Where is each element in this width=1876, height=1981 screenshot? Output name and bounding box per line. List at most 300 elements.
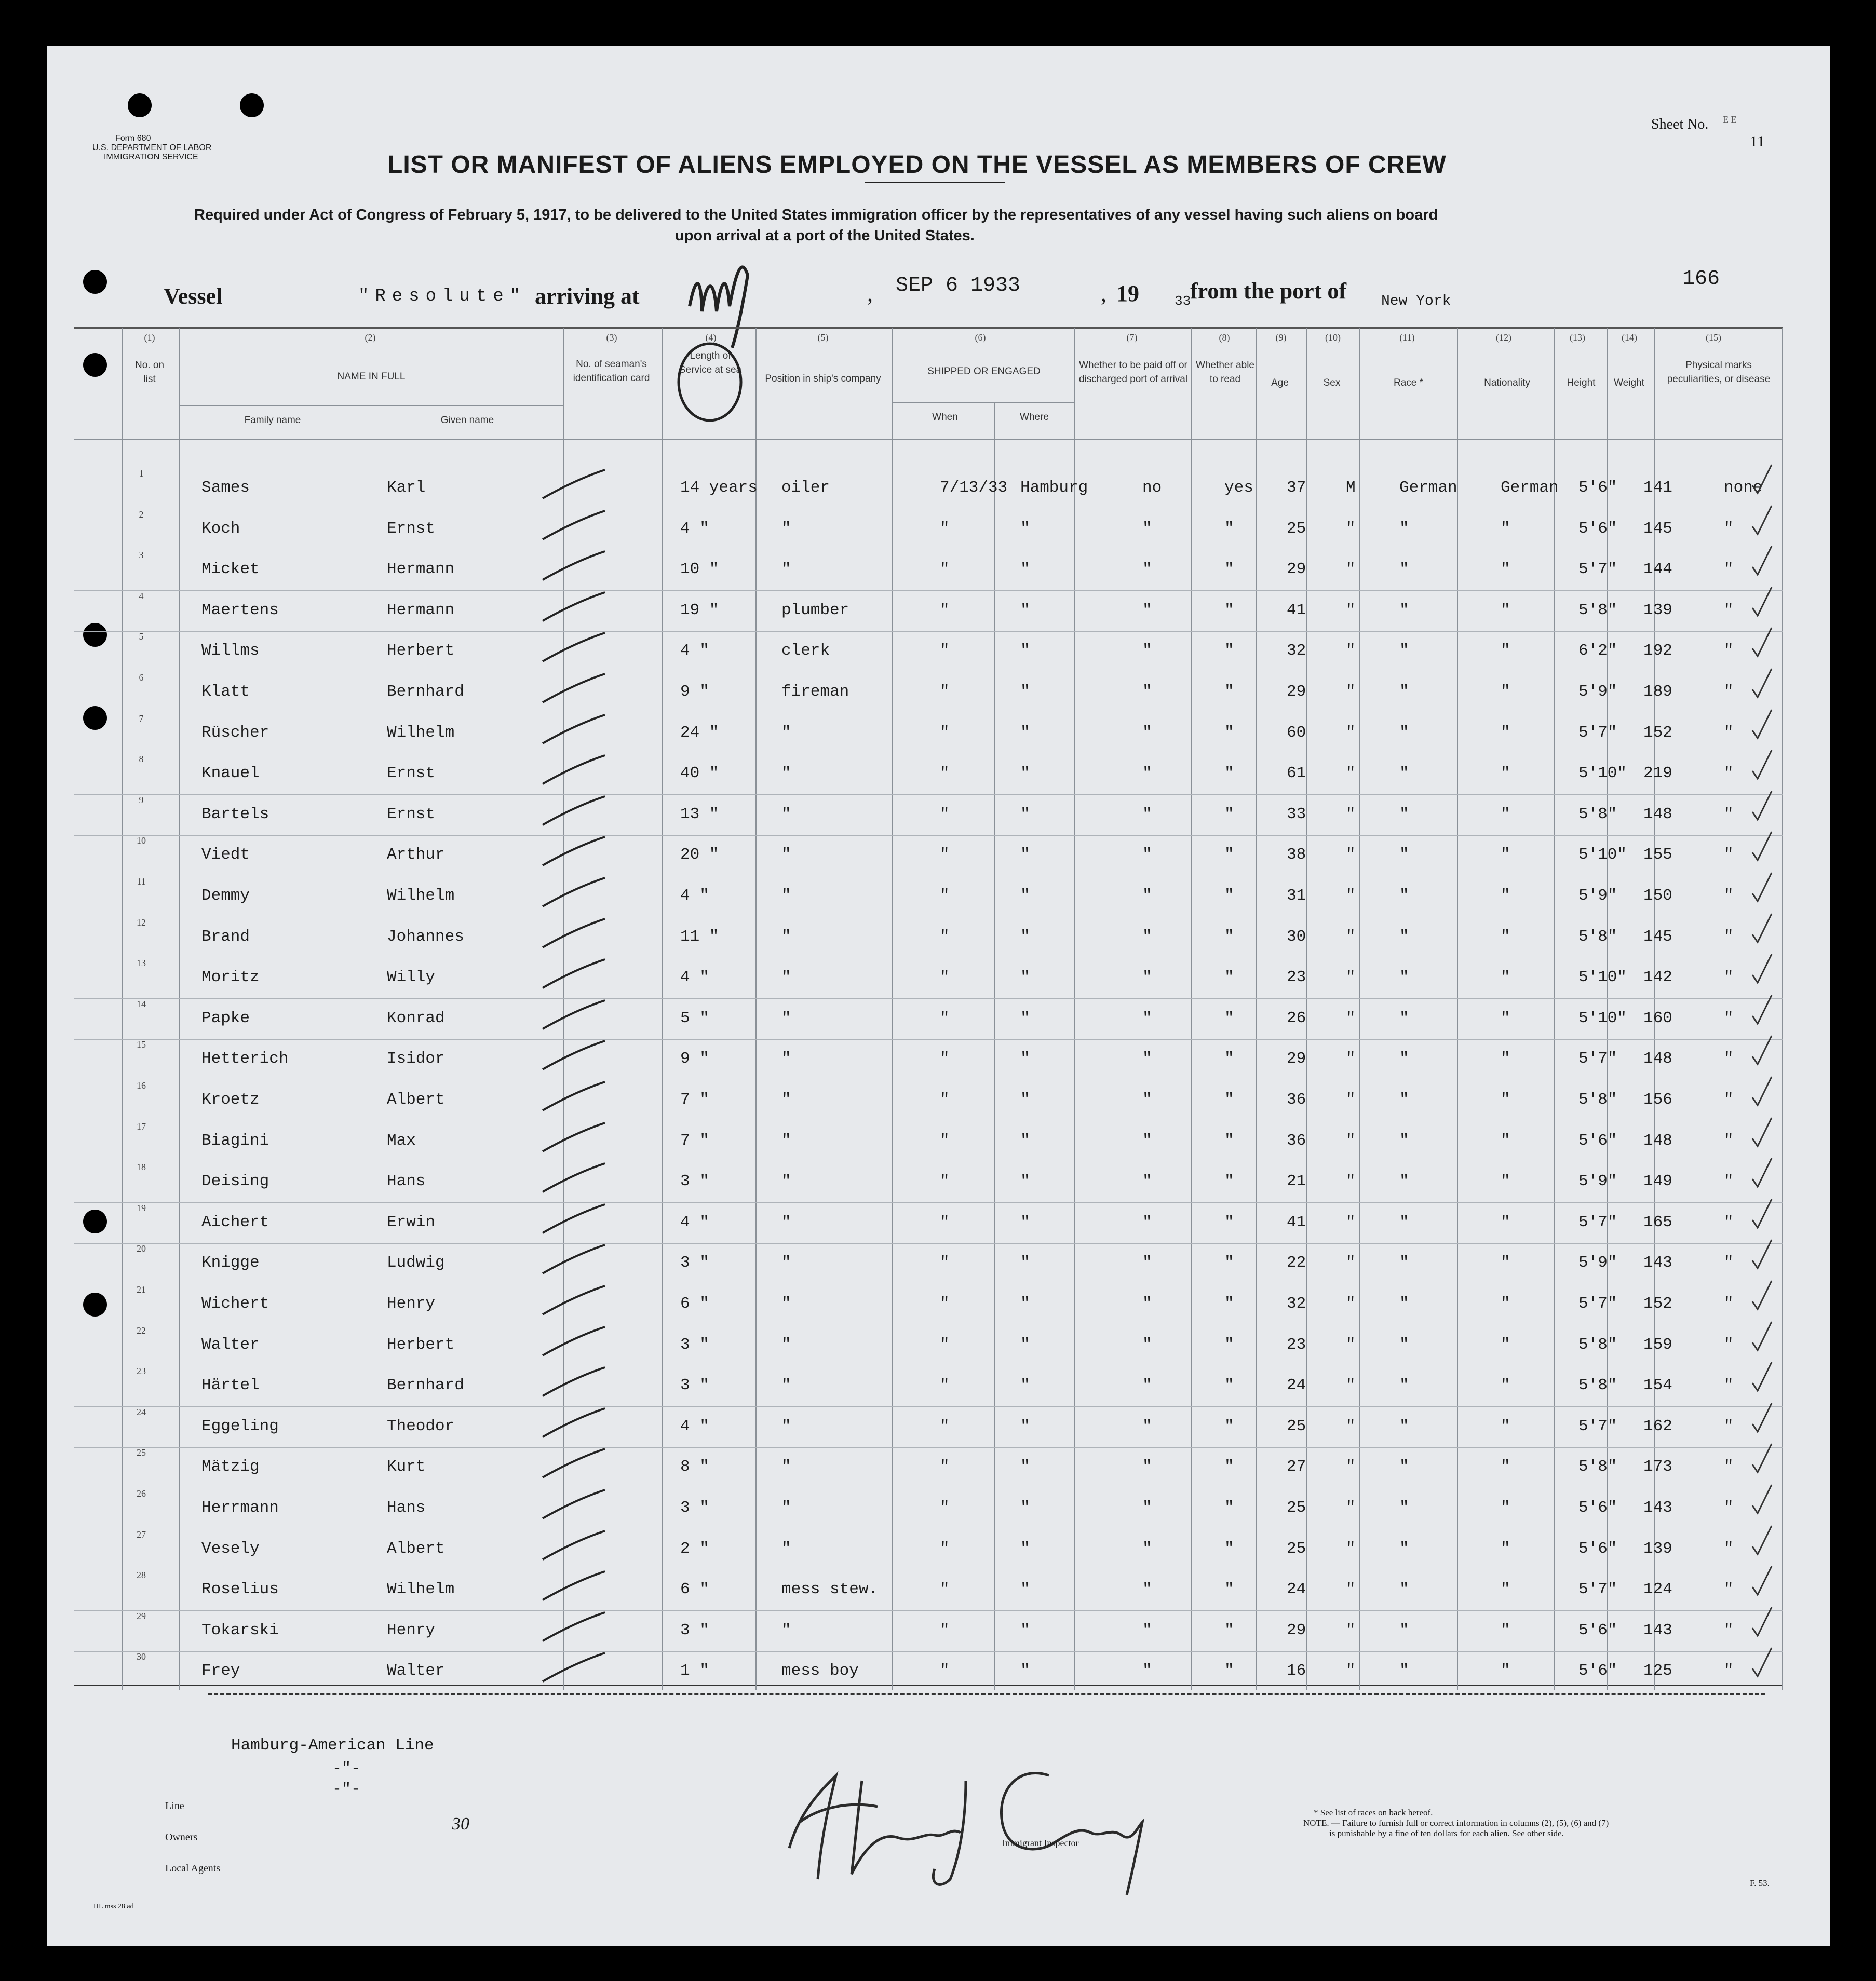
length-of-service: 4 ": [680, 642, 709, 660]
col-num: (5): [817, 332, 829, 343]
family-name: Biagini: [201, 1131, 269, 1150]
age: 32: [1287, 642, 1306, 660]
race: ": [1399, 927, 1409, 946]
age: 29: [1287, 1621, 1306, 1639]
weight: 145: [1643, 519, 1672, 538]
length-of-service: 5 ": [680, 1009, 709, 1027]
shipped-when: ": [940, 1172, 950, 1191]
shipped-when: ": [940, 1621, 950, 1639]
weight: 139: [1643, 601, 1672, 619]
id-card-tick: [540, 916, 608, 953]
line-value: Hamburg-American Line: [231, 1736, 434, 1755]
nationality: ": [1501, 1091, 1510, 1109]
length-of-service: 9 ": [680, 1050, 709, 1068]
age: 60: [1287, 723, 1306, 742]
race: ": [1399, 1295, 1409, 1313]
nationality: ": [1501, 1499, 1510, 1517]
age: 41: [1287, 601, 1306, 619]
nationality: ": [1501, 1376, 1510, 1395]
id-card-tick: [540, 957, 608, 993]
shipped-where: ": [1020, 1050, 1030, 1068]
shipped-when: ": [940, 764, 950, 783]
given-name: Henry: [387, 1621, 436, 1639]
signature-text: Herbert J. Conley: [779, 1744, 783, 1745]
able-to-read: ": [1224, 1376, 1234, 1395]
row-rule: [74, 794, 1783, 795]
age: 26: [1287, 1009, 1306, 1027]
id-card-tick: [540, 1610, 608, 1646]
shipped-where: ": [1020, 1335, 1030, 1354]
shipped-where: ": [1020, 1499, 1030, 1517]
header-weight: Weight: [1614, 377, 1644, 388]
id-card-tick: [540, 1202, 608, 1238]
length-of-service: 20 ": [680, 846, 719, 864]
age: 29: [1287, 1050, 1306, 1068]
check-mark-icon: [1750, 1033, 1776, 1069]
shipped-where: ": [1020, 642, 1030, 660]
print-code: HL mss 28 ad: [93, 1903, 134, 1910]
paid-off: ": [1142, 642, 1152, 660]
arriving-label: arriving at: [535, 283, 640, 309]
shipped-when: ": [940, 1499, 950, 1517]
age: 24: [1287, 1376, 1306, 1395]
punch-hole: [83, 706, 107, 730]
punch-hole: [128, 93, 152, 117]
weight: 148: [1643, 1050, 1672, 1068]
height: 5'8": [1578, 805, 1617, 823]
shipped-where: ": [1020, 683, 1030, 701]
age: 25: [1287, 519, 1306, 538]
punch-hole: [83, 353, 107, 377]
position: ": [781, 968, 791, 987]
col-num: (10): [1325, 332, 1341, 343]
paid-off: ": [1142, 805, 1152, 823]
physical-marks: ": [1724, 1376, 1734, 1395]
given-name: Erwin: [387, 1213, 436, 1231]
id-card-tick: [540, 630, 608, 667]
family-name: Bartels: [201, 805, 269, 823]
family-name: Vesely: [201, 1539, 260, 1558]
num-cell: 1: [139, 468, 144, 479]
num-cell: 11: [137, 876, 146, 887]
weight: 152: [1643, 723, 1672, 742]
physical-marks: ": [1724, 1254, 1734, 1272]
circle-annotation: [672, 337, 755, 426]
num-cell: 10: [137, 835, 146, 846]
shipped-when: ": [940, 1376, 950, 1395]
paid-off: ": [1142, 519, 1152, 538]
race: ": [1399, 519, 1409, 538]
shipped-when: ": [940, 683, 950, 701]
able-to-read: ": [1224, 846, 1234, 864]
check-mark-icon: [1750, 1319, 1776, 1355]
shipped-subheader-rule: [893, 402, 1075, 403]
nationality: ": [1501, 1254, 1510, 1272]
height: 5'10": [1578, 764, 1627, 783]
shipped-where: ": [1020, 927, 1030, 946]
length-of-service: 6 ": [680, 1295, 709, 1313]
header-length-of-service: Length of Service at sea: [679, 350, 742, 375]
paid-off: ": [1142, 1009, 1152, 1027]
position: ": [781, 846, 791, 864]
nationality: ": [1501, 846, 1510, 864]
paid-off: ": [1142, 968, 1152, 987]
num-cell: 29: [137, 1610, 146, 1621]
nationality: ": [1501, 1050, 1510, 1068]
shipped-where: ": [1020, 1376, 1030, 1395]
able-to-read: ": [1224, 519, 1234, 538]
given-name: Max: [387, 1131, 416, 1150]
sex: ": [1346, 1621, 1356, 1639]
check-mark-icon: [1750, 625, 1776, 661]
shipped-where: Hamburg: [1020, 479, 1088, 497]
shipped-when: ": [940, 1417, 950, 1435]
race: ": [1399, 1213, 1409, 1231]
length-of-service: 4 ": [680, 519, 709, 538]
length-of-service: 13 ": [680, 805, 719, 823]
num-cell: 7: [139, 713, 144, 724]
shipped-where: ": [1020, 1172, 1030, 1191]
weight: 124: [1643, 1580, 1672, 1599]
row-rule: [74, 1651, 1783, 1652]
length-of-service: 8 ": [680, 1458, 709, 1476]
length-of-service: 4 ": [680, 1213, 709, 1231]
length-of-service: 3 ": [680, 1499, 709, 1517]
paid-off: ": [1142, 1499, 1152, 1517]
height: 5'7": [1578, 1580, 1617, 1599]
check-mark-icon: [1750, 1401, 1776, 1437]
age: 31: [1287, 887, 1306, 905]
weight: 141: [1643, 479, 1672, 497]
check-mark-icon: [1750, 1197, 1776, 1233]
check-mark-icon: [1750, 870, 1776, 906]
check-mark-icon: [1750, 1074, 1776, 1110]
shipped-where: ": [1020, 1580, 1030, 1599]
num-cell: 25: [137, 1447, 146, 1458]
able-to-read: ": [1224, 1091, 1234, 1109]
family-name: Eggeling: [201, 1417, 279, 1435]
check-mark-icon: [1750, 544, 1776, 580]
nationality: ": [1501, 887, 1510, 905]
num-cell: 13: [137, 958, 146, 969]
given-name: Albert: [387, 1539, 445, 1558]
nationality: ": [1501, 805, 1510, 823]
given-name: Bernhard: [387, 683, 464, 701]
num-cell: 28: [137, 1570, 146, 1581]
physical-marks: ": [1724, 1499, 1734, 1517]
paid-off: ": [1142, 1621, 1152, 1639]
position: mess boy: [781, 1662, 859, 1680]
family-name: Demmy: [201, 887, 250, 905]
nationality: ": [1501, 723, 1510, 742]
sex: ": [1346, 1662, 1356, 1680]
id-card-tick: [540, 1038, 608, 1075]
given-name: Wilhelm: [387, 723, 455, 742]
race: ": [1399, 846, 1409, 864]
race: ": [1399, 1254, 1409, 1272]
race: ": [1399, 1417, 1409, 1435]
header-shipped-engaged: SHIPPED OR ENGAGED: [927, 366, 1041, 377]
row-rule: [74, 590, 1783, 591]
column-divider: [1306, 328, 1307, 1690]
physical-marks: ": [1724, 764, 1734, 783]
race: ": [1399, 805, 1409, 823]
length-of-service: 40 ": [680, 764, 719, 783]
shipped-where: ": [1020, 1621, 1030, 1639]
family-name: Rüscher: [201, 723, 269, 742]
length-of-service: 1 ": [680, 1662, 709, 1680]
comma: ,: [1101, 281, 1106, 306]
position: ": [781, 1335, 791, 1354]
check-mark-icon: [1750, 707, 1776, 743]
row-rule: [74, 1243, 1783, 1244]
height: 5'7": [1578, 723, 1617, 742]
position: mess stew.: [781, 1580, 879, 1599]
port-of-departure: New York: [1381, 293, 1451, 309]
physical-marks: ": [1724, 805, 1734, 823]
header-shipped-where: Where: [1020, 412, 1049, 423]
column-divider: [662, 328, 663, 1690]
check-mark-icon: [1750, 748, 1776, 784]
shipped-where: ": [1020, 1417, 1030, 1435]
sex: ": [1346, 1213, 1356, 1231]
sex: ": [1346, 1009, 1356, 1027]
check-mark-icon: [1750, 1237, 1776, 1273]
weight: 148: [1643, 1131, 1672, 1150]
id-card-tick: [540, 875, 608, 912]
sex: ": [1346, 1254, 1356, 1272]
footnote-note: NOTE. — Failure to furnish full or correct information in columns (2), (5), (6) and (7): [1303, 1818, 1609, 1828]
num-cell: 14: [137, 998, 146, 1009]
shipped-where: ": [1020, 764, 1030, 783]
length-of-service: 24 ": [680, 723, 719, 742]
weight: 143: [1643, 1621, 1672, 1639]
sheet-mark: E E: [1723, 114, 1737, 125]
height: 5'9": [1578, 683, 1617, 701]
year-prefix: 19: [1116, 281, 1139, 306]
nationality: ": [1501, 560, 1510, 579]
family-name: Papke: [201, 1009, 250, 1027]
sex: ": [1346, 887, 1356, 905]
length-of-service: 3 ": [680, 1172, 709, 1191]
nationality: ": [1501, 519, 1510, 538]
height: 5'10": [1578, 968, 1627, 987]
given-name: Theodor: [387, 1417, 455, 1435]
id-card-tick: [540, 549, 608, 585]
able-to-read: ": [1224, 1131, 1234, 1150]
paid-off: ": [1142, 1091, 1152, 1109]
shipped-when: ": [940, 560, 950, 579]
able-to-read: ": [1224, 968, 1234, 987]
position: ": [781, 887, 791, 905]
race: ": [1399, 1539, 1409, 1558]
nationality: ": [1501, 1009, 1510, 1027]
sex: ": [1346, 519, 1356, 538]
paid-off: ": [1142, 560, 1152, 579]
length-of-service: 4 ": [680, 968, 709, 987]
age: 25: [1287, 1499, 1306, 1517]
form-number: Form 680: [115, 134, 151, 143]
weight: 165: [1643, 1213, 1672, 1231]
header-id-card: No. of seaman's identification card: [573, 359, 650, 384]
height: 5'9": [1578, 887, 1617, 905]
position: ": [781, 1417, 791, 1435]
col-num: (14): [1622, 332, 1637, 343]
family-name: Aichert: [201, 1213, 269, 1231]
family-name: Klatt: [201, 683, 250, 701]
position: ": [781, 1009, 791, 1027]
weight: 143: [1643, 1254, 1672, 1272]
given-name: Ernst: [387, 519, 436, 538]
family-name: Koch: [201, 519, 240, 538]
num-cell: 22: [137, 1325, 146, 1336]
local-agents-label: Local Agents: [165, 1863, 221, 1874]
shipped-where: ": [1020, 1539, 1030, 1558]
height: 5'7": [1578, 1417, 1617, 1435]
ditto-owners: -"-: [332, 1760, 361, 1778]
id-card-tick: [540, 712, 608, 749]
race: ": [1399, 968, 1409, 987]
shipped-where: ": [1020, 1458, 1030, 1476]
header-sex: Sex: [1323, 377, 1341, 388]
age: 27: [1287, 1458, 1306, 1476]
id-card-tick: [540, 753, 608, 789]
check-mark-icon: [1750, 952, 1776, 988]
check-mark-icon: [1750, 1645, 1776, 1681]
footnote-fine: is punishable by a fine of ten dollars for each alien. See other side.: [1329, 1828, 1564, 1838]
position: ": [781, 519, 791, 538]
physical-marks: ": [1724, 1091, 1734, 1109]
weight: 154: [1643, 1376, 1672, 1395]
position: ": [781, 1295, 791, 1313]
family-name: Härtel: [201, 1376, 260, 1395]
age: 23: [1287, 968, 1306, 987]
page-title: LIST OR MANIFEST OF ALIENS EMPLOYED ON THE VESSEL AS MEMBERS OF CREW: [387, 151, 1447, 179]
header-race: Race *: [1393, 377, 1424, 388]
able-to-read: ": [1224, 683, 1234, 701]
shipped-where: ": [1020, 601, 1030, 619]
height: 5'10": [1578, 846, 1627, 864]
check-mark-icon: [1750, 829, 1776, 865]
given-name: Johannes: [387, 927, 464, 946]
col-num: (8): [1219, 332, 1230, 343]
family-name: Deising: [201, 1172, 269, 1191]
family-name: Kroetz: [201, 1091, 260, 1109]
id-card-tick: [540, 1242, 608, 1279]
subtitle: Required under Act of Congress of February 5, 1917, to be delivered to the United States immigration officer by the representatives of any vessel having such aliens on board: [194, 207, 1438, 223]
position: ": [781, 1254, 791, 1272]
paid-off: ": [1142, 1131, 1152, 1150]
column-divider: [1359, 328, 1360, 1690]
shipped-when: ": [940, 519, 950, 538]
age: 29: [1287, 683, 1306, 701]
given-name: Wilhelm: [387, 887, 455, 905]
weight: 139: [1643, 1539, 1672, 1558]
sheet-number: 11: [1750, 133, 1765, 150]
sex: ": [1346, 764, 1356, 783]
height: 5'9": [1578, 1172, 1617, 1191]
position: oiler: [781, 479, 830, 497]
position: ": [781, 1499, 791, 1517]
num-cell: 4: [139, 590, 144, 601]
length-of-service: 10 ": [680, 560, 719, 579]
race: ": [1399, 1621, 1409, 1639]
nationality: ": [1501, 1580, 1510, 1599]
col-num: (2): [365, 332, 376, 343]
punch-hole: [83, 623, 107, 647]
punch-hole: [83, 1293, 107, 1317]
paid-off: ": [1142, 601, 1152, 619]
shipped-when: ": [940, 1335, 950, 1354]
height: 5'10": [1578, 1009, 1627, 1027]
family-name: Knauel: [201, 764, 260, 783]
nationality: ": [1501, 1539, 1510, 1558]
given-name: Wilhelm: [387, 1580, 455, 1599]
id-card-tick: [540, 508, 608, 545]
race: ": [1399, 601, 1409, 619]
column-divider: [1256, 328, 1257, 1690]
given-name: Henry: [387, 1295, 436, 1313]
sex: ": [1346, 642, 1356, 660]
num-cell: 17: [137, 1121, 146, 1132]
height: 5'6": [1578, 479, 1617, 497]
length-of-service: 7 ": [680, 1131, 709, 1150]
given-name: Herbert: [387, 642, 455, 660]
nationality: ": [1501, 1458, 1510, 1476]
weight: 142: [1643, 968, 1672, 987]
family-name: Mätzig: [201, 1458, 260, 1476]
page-number: 166: [1682, 267, 1720, 291]
shipped-where: ": [1020, 1254, 1030, 1272]
physical-marks: ": [1724, 1539, 1734, 1558]
shipped-where: ": [1020, 1091, 1030, 1109]
nationality: ": [1501, 1335, 1510, 1354]
check-mark-icon: [1750, 911, 1776, 947]
height: 5'7": [1578, 1295, 1617, 1313]
header-paid-off: Whether to be paid off or discharged port of arrival: [1078, 360, 1188, 385]
paid-off: ": [1142, 723, 1152, 742]
sex: ": [1346, 968, 1356, 987]
check-mark-icon: [1750, 993, 1776, 1029]
age: 21: [1287, 1172, 1306, 1191]
paid-off: ": [1142, 683, 1152, 701]
position: ": [781, 723, 791, 742]
given-name: Bernhard: [387, 1376, 464, 1395]
age: 16: [1287, 1662, 1306, 1680]
paid-off: ": [1142, 1662, 1152, 1680]
weight: 150: [1643, 887, 1672, 905]
weight: 143: [1643, 1499, 1672, 1517]
num-cell: 21: [137, 1284, 146, 1295]
given-name: Konrad: [387, 1009, 445, 1027]
family-name: Hetterich: [201, 1050, 289, 1068]
sex: ": [1346, 1417, 1356, 1435]
inspector-signature: [779, 1744, 1153, 1900]
column-divider: [1782, 328, 1783, 1690]
row-rule: [74, 1039, 1783, 1040]
able-to-read: ": [1224, 805, 1234, 823]
race: ": [1399, 642, 1409, 660]
line-label: Line: [165, 1800, 184, 1812]
row-rule: [74, 631, 1783, 632]
id-card-tick: [540, 590, 608, 626]
family-name: Sames: [201, 479, 250, 497]
age: 37: [1287, 479, 1306, 497]
able-to-read: ": [1224, 1172, 1234, 1191]
num-cell: 26: [137, 1488, 146, 1499]
sex: ": [1346, 1580, 1356, 1599]
sex: ": [1346, 1376, 1356, 1395]
